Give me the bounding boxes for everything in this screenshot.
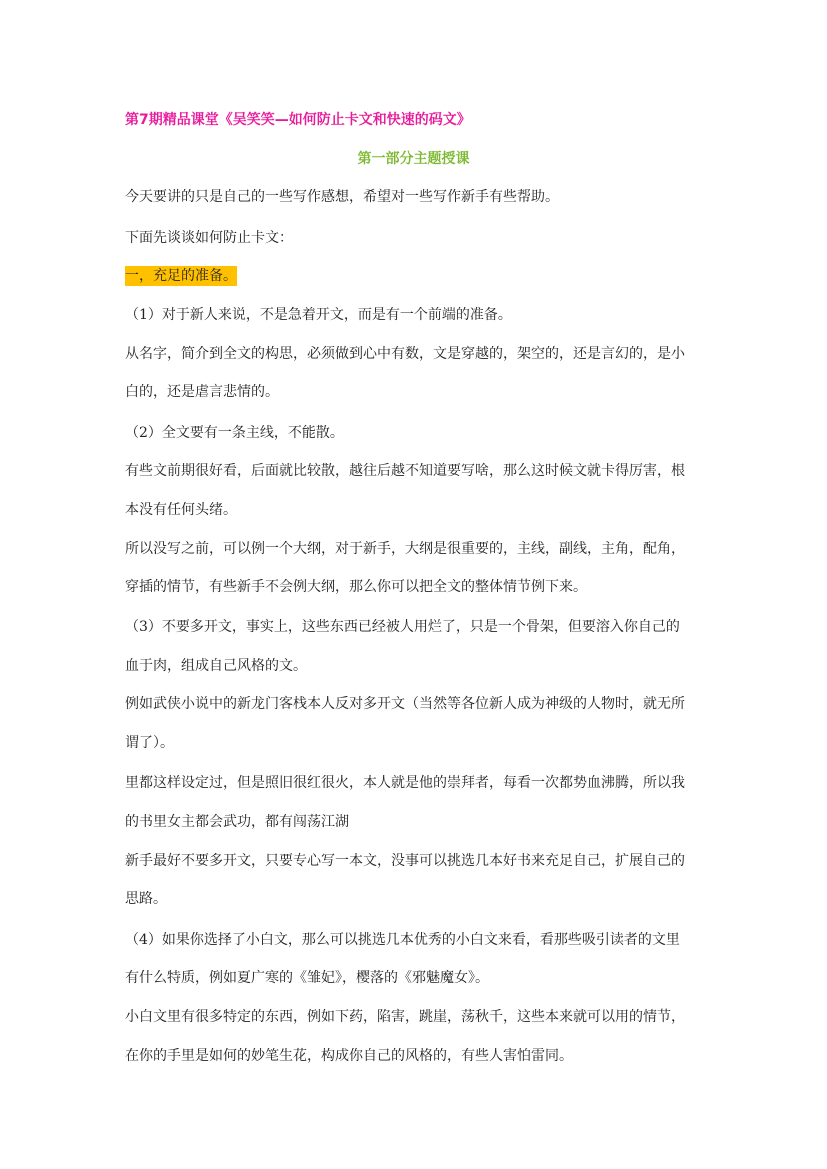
paragraph-line: 血于肉，组成自己风格的文。 xyxy=(125,658,307,674)
paragraph-line: 里都这样设定过，但是照旧很红很火，本人就是他的崇拜者，每看一次都势血沸腾，所以我 xyxy=(125,775,685,791)
paragraph-line: 例如武侠小说中的新龙门客栈本人反对多开文（当然等各位新人成为神级的人物时，就无所 xyxy=(125,696,685,712)
paragraph-line: （4）如果你选择了小白文，那么可以挑选几本优秀的小白文来看，看那些吸引读者的文里 xyxy=(125,932,680,948)
paragraph-line: 有些文前期很好看，后面就比较散，越往后越不知道要写啥，那么这时候文就卡得厉害，根 xyxy=(125,463,685,479)
paragraph-line: （2）全文要有一条主线，不能散。 xyxy=(125,425,344,441)
paragraph-line: 小白文里有很多特定的东西，例如下药，陷害，跳崖，荡秋千，这些本来就可以用的情节， xyxy=(125,1009,685,1025)
paragraph-line: （3）不要多开文，事实上，这些东西已经被人用烂了，只是一个骨架，但要溶入你自己的 xyxy=(125,619,680,635)
paragraph-line: 所以没写之前，可以例一个大纲，对于新手，大纲是很重要的，主线，副线，主角，配角， xyxy=(125,541,685,557)
paragraph-line: 有什么特质，例如夏广寒的《雏妃》，樱落的《邪魅魔女》。 xyxy=(125,970,489,986)
highlighted-text: 一，充足的准备。 xyxy=(125,268,237,284)
paragraph-line: 的书里女主都会武功，都有闯荡江湖 xyxy=(125,814,349,830)
paragraph-line: 新手最好不要多开文，只要专心写一本文，没事可以挑选几本好书来充足自己，扩展自己的 xyxy=(125,853,685,869)
document-title: 第7期精品课堂《吴笑笑—如何防止卡文和快速的码文》 xyxy=(125,112,471,128)
paragraph-line: 思路。 xyxy=(125,891,167,907)
section-heading: 第一部分主题授课 xyxy=(357,151,470,167)
paragraph-line: 穿插的情节，有些新手不会例大纲，那么你可以把全文的整体情节例下来。 xyxy=(125,579,587,595)
highlighted-heading xyxy=(125,266,237,286)
paragraph-line: 本没有任何头绪。 xyxy=(125,502,237,518)
paragraph-line: 下面先谈谈如何防止卡文： xyxy=(125,230,293,246)
paragraph-line: （1）对于新人来说，不是急着开文，而是有一个前端的准备。 xyxy=(125,307,512,323)
paragraph-line: 从名字，简介到全文的构思，必须做到心中有数，文是穿越的，架空的，还是言幻的，是小 xyxy=(125,346,685,362)
paragraph-line: 谓了）。 xyxy=(125,735,174,751)
paragraph-line: 白的，还是虐言悲情的。 xyxy=(125,384,279,400)
paragraph-line: 今天要讲的只是自己的一些写作感想，希望对一些写作新手有些帮助。 xyxy=(125,189,559,205)
paragraph-line: 在你的手里是如何的妙笔生花，构成你自己的风格的，有些人害怕雷同。 xyxy=(125,1048,573,1064)
